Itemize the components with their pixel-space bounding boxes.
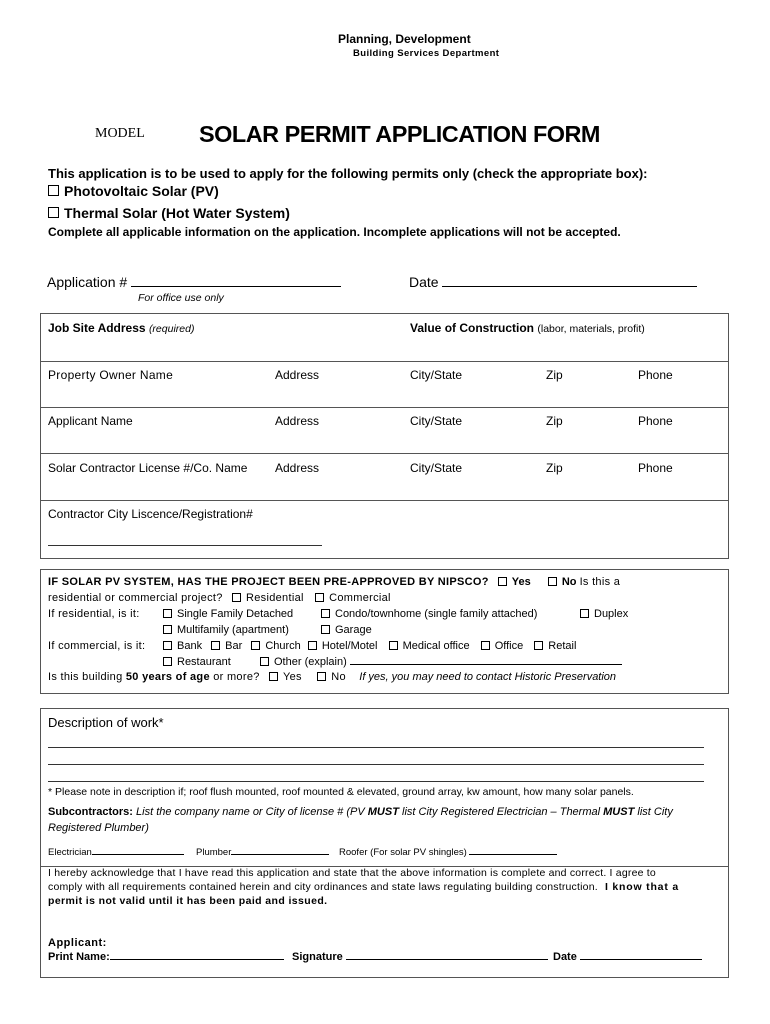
form-title: SOLAR PERMIT APPLICATION FORM — [199, 121, 600, 147]
description-line-2[interactable] — [48, 764, 704, 765]
city-license-label: Contractor City Liscence/Registration# — [48, 507, 253, 521]
building-age-line: Is this building 50 years of age or more? Yes No If yes, you may need to contact Historic Preservation — [48, 671, 617, 683]
medical-office-checkbox[interactable] — [389, 641, 398, 650]
electrician-line[interactable] — [92, 853, 184, 855]
roofer-field[interactable]: Roofer (For solar PV shingles) — [339, 847, 557, 858]
subcontractors-instructions-cont: Registered Plumber) — [48, 822, 149, 834]
nipsco-question-line: IF SOLAR PV SYSTEM, HAS THE PROJECT BEEN PRE-APPROVED BY NIPSCO? Yes No Is this a — [48, 576, 621, 588]
single-family-option[interactable]: Single Family Detached — [163, 608, 293, 620]
description-line-1[interactable] — [48, 747, 704, 748]
print-name-field[interactable]: Print Name: — [48, 951, 284, 963]
office-use-note: For office use only — [138, 292, 224, 304]
incomplete-notice: Complete all applicable information on the application. Incomplete applications will not be accepted. — [48, 225, 621, 239]
application-number-field[interactable]: Application # — [47, 274, 341, 290]
option-thermal[interactable]: Thermal Solar (Hot Water System) — [48, 205, 290, 221]
date-field[interactable]: Date — [409, 274, 697, 290]
acknowledgement-line-3: permit is not valid until it has been paid and issued. — [48, 895, 328, 907]
condo-checkbox[interactable] — [321, 609, 330, 618]
office-checkbox[interactable] — [481, 641, 490, 650]
work-description-section — [40, 708, 729, 978]
residential-checkbox[interactable] — [232, 593, 241, 602]
commercial-options-row: Bank Bar Church Hotel/Motel Medical office Office Retail — [163, 640, 576, 652]
owner-name-field[interactable]: Property Owner Name — [48, 368, 174, 382]
acknowledgement-line-2: comply with all requirements contained herein and city ordinances and state laws regulating building construction. I know that a — [48, 881, 679, 893]
signature-line[interactable] — [346, 958, 548, 960]
description-note: * Please note in description if; roof flush mounted, roof mounted & elevated, ground array, kw amount, how many solar panels. — [48, 786, 634, 798]
project-type-line: residential or commercial project? Residential Commercial — [48, 592, 391, 604]
department-subheading: Building Services Department — [353, 48, 500, 59]
other-explain-line[interactable] — [350, 663, 622, 665]
owner-zip-field[interactable]: Zip — [546, 368, 563, 382]
other-checkbox[interactable] — [260, 657, 269, 666]
print-name-line[interactable] — [110, 958, 284, 960]
contractor-address-field[interactable]: Address — [275, 461, 320, 475]
retail-checkbox[interactable] — [534, 641, 543, 650]
garage-option[interactable]: Garage — [321, 624, 372, 636]
residential-label: If residential, is it: — [48, 608, 140, 620]
date-line[interactable] — [442, 285, 697, 287]
other-option[interactable]: Other (explain) — [260, 656, 622, 668]
city-license-line[interactable] — [48, 545, 322, 546]
bank-checkbox[interactable] — [163, 641, 172, 650]
contractor-city-field[interactable]: City/State — [410, 461, 463, 475]
nipsco-yes-checkbox[interactable] — [498, 577, 507, 586]
intro-text: This application is to be used to apply for the following permits only (check the appropriate box): — [48, 166, 648, 181]
contractor-zip-field[interactable]: Zip — [546, 461, 563, 475]
subcontractors-instructions: Subcontractors: List the company name or City of license # (PV MUST list City Registered Electrician – Thermal MUST list City — [48, 806, 673, 818]
roofer-line[interactable] — [469, 853, 557, 855]
applicant-phone-field[interactable]: Phone — [638, 414, 673, 428]
church-checkbox[interactable] — [251, 641, 260, 650]
option-pv[interactable]: Photovoltaic Solar (PV) — [48, 183, 219, 199]
age-no-checkbox[interactable] — [317, 672, 326, 681]
value-of-construction[interactable]: Value of Construction (labor, materials, profit) — [410, 321, 645, 335]
single-family-checkbox[interactable] — [163, 609, 172, 618]
bar-checkbox[interactable] — [211, 641, 220, 650]
duplex-option[interactable]: Duplex — [580, 608, 628, 620]
condo-option[interactable]: Condo/townhome (single family attached) — [321, 608, 537, 620]
multifamily-option[interactable]: Multifamily (apartment) — [163, 624, 289, 636]
department-heading: Planning, Development — [338, 32, 471, 46]
thermal-checkbox[interactable] — [48, 207, 59, 218]
applicant-zip-field[interactable]: Zip — [546, 414, 563, 428]
restaurant-option[interactable]: Restaurant — [163, 656, 231, 668]
commercial-checkbox[interactable] — [315, 593, 324, 602]
electrician-field[interactable]: Electrician — [48, 847, 184, 858]
age-yes-checkbox[interactable] — [269, 672, 278, 681]
commercial-label: If commercial, is it: — [48, 640, 146, 652]
contractor-phone-field[interactable]: Phone — [638, 461, 673, 475]
description-label: Description of work* — [48, 715, 164, 730]
plumber-field[interactable]: Plumber — [196, 847, 329, 858]
restaurant-checkbox[interactable] — [163, 657, 172, 666]
acknowledgement-line-1: I hereby acknowledge that I have read this application and state that the above information is complete and correct. I agree to — [48, 867, 656, 879]
info-table — [40, 313, 729, 559]
owner-address-field[interactable]: Address — [275, 368, 320, 382]
duplex-checkbox[interactable] — [580, 609, 589, 618]
signature-field[interactable]: Signature — [292, 951, 548, 963]
hotel-checkbox[interactable] — [308, 641, 317, 650]
owner-city-field[interactable]: City/State — [410, 368, 463, 382]
pv-checkbox[interactable] — [48, 185, 59, 196]
garage-checkbox[interactable] — [321, 625, 330, 634]
applicant-label: Applicant: — [48, 937, 107, 949]
owner-phone-field[interactable]: Phone — [638, 368, 673, 382]
signature-date-field[interactable]: Date — [553, 951, 702, 963]
model-label: MODEL — [95, 126, 145, 141]
plumber-line[interactable] — [231, 853, 329, 855]
applicant-address-field[interactable]: Address — [275, 414, 320, 428]
applicant-name-field[interactable]: Applicant Name — [48, 414, 133, 428]
description-line-3[interactable] — [48, 781, 704, 782]
contractor-name-field[interactable]: Solar Contractor License #/Co. Name — [48, 461, 248, 475]
nipsco-no-checkbox[interactable] — [548, 577, 557, 586]
applicant-city-field[interactable]: City/State — [410, 414, 463, 428]
signature-date-line[interactable] — [580, 958, 702, 960]
job-site-address[interactable]: Job Site Address (required) — [48, 321, 195, 335]
multifamily-checkbox[interactable] — [163, 625, 172, 634]
application-number-line[interactable] — [131, 285, 341, 287]
